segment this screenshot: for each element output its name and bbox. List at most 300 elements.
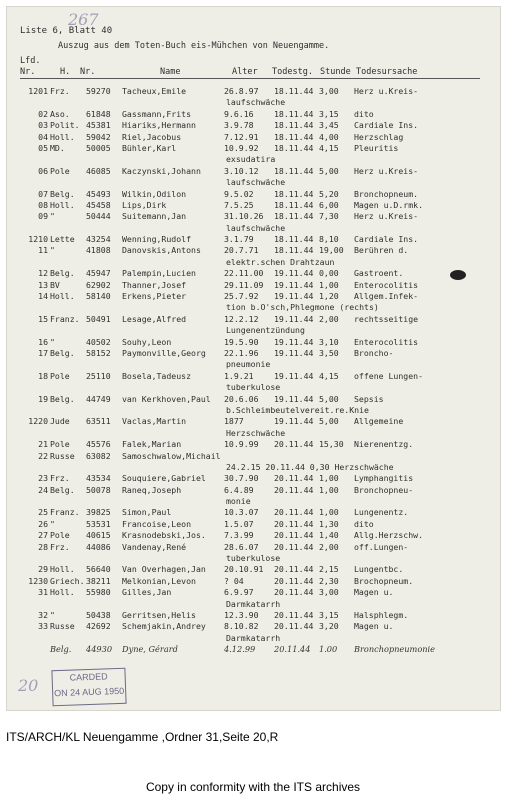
hw-prisoner-number: 44930: [86, 644, 113, 655]
row-death-date: 18.11.44: [274, 234, 314, 245]
cause-continuation: monie: [226, 496, 251, 507]
row-name: Falek,Marian: [122, 439, 182, 450]
header-hnr: Nr.: [80, 67, 96, 77]
row-death-time: 3,00: [319, 587, 339, 598]
row-death-time: 5,00: [319, 165, 339, 176]
row-birth-date: 9.5.02: [224, 188, 254, 199]
row-name: Lesage,Alfred: [122, 313, 187, 324]
row-name: Gerritsen,Helis: [122, 609, 196, 620]
row-death-date: 18.11.44: [274, 211, 314, 222]
cause-continuation: 24.2.15 20.11.44 0,30 Herzschwäche: [226, 461, 394, 472]
table-row-continuation: [6, 382, 501, 393]
row-death-time: 7,30: [319, 211, 339, 222]
row-name: Bühler,Karl: [122, 142, 177, 153]
row-cause: Enterocolitis: [354, 279, 419, 290]
row-prisoner-number: 63511: [86, 416, 111, 427]
row-prisoner-number: 53531: [86, 518, 111, 529]
row-death-date: 20.11.44: [274, 530, 314, 541]
hw-name: Dyne, Gérard: [122, 644, 178, 655]
row-lfd: 33: [38, 621, 48, 632]
row-prisoner-number: 46085: [86, 165, 111, 176]
lfd-label: Lfd.: [20, 56, 41, 66]
row-cause: dito: [354, 518, 374, 529]
row-lfd: 19: [38, 393, 48, 404]
row-nationality: BV: [50, 279, 60, 290]
row-death-date: 18.11.44: [274, 131, 314, 142]
row-birth-date: 20.7.71: [224, 245, 259, 256]
row-birth-date: 31.10.26: [224, 211, 264, 222]
row-cause: Broncho-: [354, 347, 394, 358]
row-birth-date: 30.7.90: [224, 473, 259, 484]
row-name: Erkens,Pieter: [122, 291, 187, 302]
row-nationality: Holl.: [50, 199, 75, 210]
row-death-time: 1,00: [319, 507, 339, 518]
hw-death-date: 20.11.44: [274, 644, 311, 655]
row-name: Simon,Paul: [122, 507, 172, 518]
header-nat: H.: [60, 67, 71, 77]
row-prisoner-number: 58140: [86, 291, 111, 302]
table-row: [6, 245, 501, 256]
row-prisoner-number: 59042: [86, 131, 111, 142]
row-nationality: Pole: [50, 370, 70, 381]
row-name: Krasnodebski,Jos.: [122, 530, 206, 541]
table-row: [6, 132, 501, 143]
table-row: [6, 348, 501, 359]
table-row: [6, 314, 501, 325]
cause-continuation: b.Schleimbeutelvereit.re.Knie: [226, 404, 369, 415]
row-birth-date: 3.1.79: [224, 234, 254, 245]
row-nationality: Franz.: [50, 507, 80, 518]
row-nationality: Russe: [50, 450, 75, 461]
table-row-continuation: [6, 462, 501, 473]
row-name: Souquiere,Gabriel: [122, 473, 206, 484]
row-prisoner-number: 42692: [86, 621, 111, 632]
row-nationality: Holl.: [50, 587, 75, 598]
table-row: [6, 211, 501, 222]
row-nationality: Polit.: [50, 120, 80, 131]
row-prisoner-number: 61848: [86, 108, 111, 119]
row-cause: Brochopneum.: [354, 575, 414, 586]
row-death-date: 20.11.44: [274, 484, 314, 495]
row-lfd: 28: [38, 541, 48, 552]
row-birth-date: 19.5.90: [224, 336, 259, 347]
row-death-time: 3,20: [319, 621, 339, 632]
row-nationality: Belg.: [50, 188, 75, 199]
row-death-date: 18.11.44: [274, 86, 314, 96]
row-birth-date: 7.5.25: [224, 199, 254, 210]
table-row-continuation: [6, 257, 501, 268]
row-name: Van Overhagen,Jan: [122, 564, 206, 575]
row-death-time: 1,30: [319, 518, 339, 529]
row-death-date: 19.11.44: [274, 268, 314, 279]
row-nationality: ": [50, 518, 55, 529]
row-death-time: 2,00: [319, 541, 339, 552]
row-birth-date: 12.2.12: [224, 313, 259, 324]
row-death-date: 20.11.44: [274, 541, 314, 552]
row-birth-date: 25.7.92: [224, 291, 259, 302]
row-prisoner-number: 58152: [86, 347, 111, 358]
row-name: Francoise,Leon: [122, 518, 192, 529]
row-lfd: 29: [38, 564, 48, 575]
row-death-date: 18.11.44: [274, 165, 314, 176]
row-nationality: Holl.: [50, 564, 75, 575]
row-nationality: Pole: [50, 165, 70, 176]
row-cause: Bronchopneu-: [354, 484, 414, 495]
row-death-date: 19.11.44: [274, 291, 314, 302]
row-cause: Herz u.Kreis-: [354, 165, 419, 176]
row-death-time: 3,00: [319, 86, 339, 96]
row-death-time: 6,00: [319, 199, 339, 210]
row-nationality: Jude: [50, 416, 70, 427]
row-cause: Magen u.: [354, 621, 394, 632]
row-cause: Sepsis: [354, 393, 384, 404]
row-birth-date: 10.3.07: [224, 507, 259, 518]
row-death-time: 3,10: [319, 336, 339, 347]
cause-continuation: pneumonie: [226, 359, 271, 370]
row-cause: Nierenentzg.: [354, 439, 414, 450]
row-prisoner-number: 40615: [86, 530, 111, 541]
row-death-date: 20.11.44: [274, 587, 314, 598]
table-row: [6, 86, 501, 97]
carded-stamp: [51, 668, 126, 707]
table-row: [6, 337, 501, 348]
row-death-time: 19,00: [319, 245, 344, 256]
row-cause: Cardiale Ins.: [354, 120, 419, 131]
row-lfd: 14: [38, 291, 48, 302]
row-prisoner-number: 50078: [86, 484, 111, 495]
row-nationality: ": [50, 336, 55, 347]
document-sheet: [6, 6, 501, 711]
row-lfd: 12: [38, 268, 48, 279]
row-prisoner-number: 45576: [86, 439, 111, 450]
table-row: [6, 200, 501, 211]
row-cause: Magen u.D.rmk.: [354, 199, 424, 210]
row-name: Souhy,Leon: [122, 336, 172, 347]
row-death-time: 1,00: [319, 473, 339, 484]
header-underline: [20, 78, 480, 79]
conformity-note: Copy in conformity with the ITS archives: [145, 780, 361, 794]
header-todestag: Todestg.: [272, 67, 313, 77]
row-prisoner-number: 56640: [86, 564, 111, 575]
row-nationality: ": [50, 211, 55, 222]
row-birth-date: 20.6.06: [224, 393, 259, 404]
row-name: Raneq,Joseph: [122, 484, 182, 495]
table-row: [6, 587, 501, 598]
table-row: [6, 234, 501, 245]
row-death-date: 19.11.44: [274, 336, 314, 347]
row-prisoner-number: 63082: [86, 450, 111, 461]
row-death-time: 5,00: [319, 416, 339, 427]
row-name: Wenning,Rudolf: [122, 234, 192, 245]
row-cause: Herz u.Kreis-: [354, 86, 419, 96]
row-name: Kaczynski,Johann: [122, 165, 201, 176]
cause-continuation: Lungenentzündung: [226, 325, 305, 336]
table-row: [6, 120, 501, 131]
row-death-date: 20.11.44: [274, 473, 314, 484]
row-death-date: 19.11.44: [274, 416, 314, 427]
table-row-continuation: [6, 633, 501, 644]
row-name: Danovskis,Antons: [122, 245, 201, 256]
table-row-continuation: [6, 553, 501, 564]
row-death-date: 18.11.44: [274, 120, 314, 131]
row-cause: Cardiale Ins.: [354, 234, 419, 245]
row-cause: Lungenentz.: [354, 507, 409, 518]
table-row: [6, 576, 501, 587]
row-prisoner-number: 55980: [86, 587, 111, 598]
row-nationality: ": [50, 245, 55, 256]
row-death-time: 1,00: [319, 279, 339, 290]
row-death-date: 20.11.44: [274, 609, 314, 620]
cause-continuation: tuberkulose: [226, 382, 281, 393]
row-cause: Herz u.Kreis-: [354, 211, 419, 222]
row-name: Tacheux,Emile: [122, 86, 187, 96]
row-death-time: 2,30: [319, 575, 339, 586]
table-row: [6, 291, 501, 302]
row-prisoner-number: 62902: [86, 279, 111, 290]
row-death-time: 3,50: [319, 347, 339, 358]
row-lfd: 24: [38, 484, 48, 495]
cause-continuation: Darmkatarrh: [226, 632, 281, 643]
row-name: Paymonville,Georg: [122, 347, 206, 358]
row-lfd: 22: [38, 450, 48, 461]
table-row-continuation: [6, 302, 501, 313]
row-nationality: Belg.: [50, 484, 75, 495]
cause-continuation: tion b.O'sch,Phlegmone (rechts): [226, 302, 379, 313]
table-row-continuation: [6, 223, 501, 234]
row-death-time: 15,30: [319, 439, 344, 450]
row-lfd: 17: [38, 347, 48, 358]
row-nationality: Lette: [50, 234, 75, 245]
row-name: Gassmann,Frits: [122, 108, 192, 119]
cause-continuation: laufschwäche: [226, 177, 286, 188]
row-prisoner-number: 45493: [86, 188, 111, 199]
row-prisoner-number: 41808: [86, 245, 111, 256]
row-lfd: 13: [38, 279, 48, 290]
stamp-line2: ON 24 AUG 1950: [53, 685, 125, 699]
table-row-continuation: [6, 428, 501, 439]
table-row: [6, 507, 501, 518]
row-birth-date: 8.10.82: [224, 621, 259, 632]
table-row-continuation: [6, 154, 501, 165]
row-prisoner-number: 45947: [86, 268, 111, 279]
row-lfd: 06: [38, 165, 48, 176]
folio-number: 267: [68, 10, 99, 29]
row-cause: rechtsseitige: [354, 313, 419, 324]
row-death-date: 20.11.44: [274, 575, 314, 586]
row-death-time: 3,45: [319, 120, 339, 131]
row-lfd: 08: [38, 199, 48, 210]
table-row-continuation: [6, 177, 501, 188]
row-birth-date: 20.10.91: [224, 564, 264, 575]
row-birth-date: 7.12.91: [224, 131, 259, 142]
table-header: [20, 67, 490, 78]
list-title: Liste 6, Blatt 40: [20, 26, 113, 36]
table-row: [6, 143, 501, 154]
row-death-date: 19.11.44: [274, 370, 314, 381]
row-nationality: Franz.: [50, 313, 80, 324]
row-lfd: 15: [38, 313, 48, 324]
row-death-time: 0,00: [319, 268, 339, 279]
row-cause: off.Lungen-: [354, 541, 409, 552]
row-death-date: 18.11.44: [274, 142, 314, 153]
row-death-time: 2,00: [319, 313, 339, 324]
row-prisoner-number: 38211: [86, 575, 111, 586]
row-cause: Allgemeine: [354, 416, 404, 427]
row-birth-date: 10.9.99: [224, 439, 259, 450]
row-birth-date: 6.4.89: [224, 484, 254, 495]
header-ursache: Todesursache: [356, 67, 418, 77]
table-row-continuation: [6, 599, 501, 610]
row-prisoner-number: 45381: [86, 120, 111, 131]
row-name: Lips,Dirk: [122, 199, 167, 210]
table-row-continuation: [6, 496, 501, 507]
row-name: Melkonian,Levon: [122, 575, 196, 586]
row-cause: Halsphlegm.: [354, 609, 409, 620]
row-lfd: 31: [38, 587, 48, 598]
row-birth-date: 3.9.78: [224, 120, 254, 131]
stamp-line1: CARDED: [69, 671, 108, 683]
row-lfd: 07: [38, 188, 48, 199]
row-lfd: 1220: [28, 416, 48, 427]
cause-continuation: laufschwäche: [226, 97, 286, 108]
row-lfd: 09: [38, 211, 48, 222]
death-record-table: [6, 86, 501, 658]
row-name: Vandenay,René: [122, 541, 187, 552]
row-name: Bosela,Tadeusz: [122, 370, 192, 381]
row-death-date: 18.11.44: [274, 108, 314, 119]
row-cause: Lungentbc.: [354, 564, 404, 575]
row-cause: Gastroent.: [354, 268, 404, 279]
row-death-time: 3,15: [319, 108, 339, 119]
row-lfd: 32: [38, 609, 48, 620]
row-death-date: 20.11.44: [274, 518, 314, 529]
row-nationality: Belg.: [50, 268, 75, 279]
row-name: van Kerkhoven,Paul: [122, 393, 211, 404]
table-row: [6, 451, 501, 462]
row-birth-date: 22.1.96: [224, 347, 259, 358]
table-row: [6, 610, 501, 621]
table-row: [6, 473, 501, 484]
row-nationality: ": [50, 609, 55, 620]
row-nationality: Griech.: [50, 575, 85, 586]
row-name: Schemjakin,Andrey: [122, 621, 206, 632]
row-cause: Enterocolitis: [354, 336, 419, 347]
row-birth-date: 1877: [224, 416, 244, 427]
row-death-time: 1,20: [319, 291, 339, 302]
row-prisoner-number: 50005: [86, 142, 111, 153]
row-name: Hiariks,Hermann: [122, 120, 196, 131]
cause-continuation: laufschwäche: [226, 222, 286, 233]
row-birth-date: 1.9.21: [224, 370, 254, 381]
row-death-date: 20.11.44: [274, 439, 314, 450]
row-nationality: Frz.: [50, 473, 70, 484]
row-death-date: 18.11.44: [274, 245, 314, 256]
row-cause: Lymphangitis: [354, 473, 414, 484]
row-prisoner-number: 59270: [86, 86, 111, 96]
row-birth-date: 29.11.09: [224, 279, 264, 290]
row-death-date: 20.11.44: [274, 507, 314, 518]
row-prisoner-number: 50491: [86, 313, 111, 324]
row-death-date: 19.11.44: [274, 347, 314, 358]
row-name: Thanner,Josef: [122, 279, 187, 290]
row-birth-date: 28.6.07: [224, 541, 259, 552]
row-lfd: 1201: [28, 86, 48, 96]
row-prisoner-number: 50444: [86, 211, 111, 222]
table-row: [6, 268, 501, 279]
row-death-date: 19.11.44: [274, 393, 314, 404]
cause-continuation: elektr.schen Drahtzaun: [226, 256, 335, 267]
row-prisoner-number: 45458: [86, 199, 111, 210]
row-cause: Berühren d.: [354, 245, 409, 256]
row-lfd: 16: [38, 336, 48, 347]
row-lfd: 26: [38, 518, 48, 529]
row-death-time: 4,15: [319, 370, 339, 381]
row-lfd: 05: [38, 142, 48, 153]
table-row: [6, 564, 501, 575]
header-stunde: Stunde: [320, 67, 351, 77]
row-nationality: Frz.: [50, 86, 70, 96]
row-birth-date: ? 04: [224, 575, 244, 586]
row-nationality: Pole: [50, 530, 70, 541]
row-birth-date: 12.3.90: [224, 609, 259, 620]
row-cause: Pleuritis: [354, 142, 399, 153]
table-row: [6, 485, 501, 496]
row-name: Riel,Jacobus: [122, 131, 182, 142]
archive-reference: ITS/ARCH/KL Neuengamme ,Ordner 31,Seite 20,R: [6, 730, 279, 744]
row-lfd: 1210: [28, 234, 48, 245]
handwritten-entry: [6, 644, 501, 658]
row-death-time: 1,00: [319, 484, 339, 495]
row-birth-date: 3.10.12: [224, 165, 259, 176]
row-name: Gilles,Jan: [122, 587, 172, 598]
row-birth-date: 1.5.07: [224, 518, 254, 529]
row-name: Samoschwalow,Michail: [122, 450, 221, 461]
row-prisoner-number: 25110: [86, 370, 111, 381]
row-lfd: 03: [38, 120, 48, 131]
row-cause: Magen u.: [354, 587, 394, 598]
row-lfd: 25: [38, 507, 48, 518]
ink-blot: [450, 270, 466, 280]
row-death-time: 3,15: [319, 609, 339, 620]
table-row: [6, 542, 501, 553]
row-lfd: 02: [38, 108, 48, 119]
hw-birth-date: 4.12.99: [224, 644, 256, 655]
row-lfd: 21: [38, 439, 48, 450]
row-death-date: 18.11.44: [274, 188, 314, 199]
table-row: [6, 371, 501, 382]
row-lfd: 23: [38, 473, 48, 484]
row-birth-date: 6.9.97: [224, 587, 254, 598]
header-nr: Nr.: [20, 67, 36, 77]
row-death-time: 5,00: [319, 393, 339, 404]
row-prisoner-number: 50438: [86, 609, 111, 620]
row-lfd: 18: [38, 370, 48, 381]
row-cause: Herzschlag: [354, 131, 404, 142]
row-nationality: Russe: [50, 621, 75, 632]
row-birth-date: 22.11.00: [224, 268, 264, 279]
row-cause: Allgem.Infek-: [354, 291, 419, 302]
cause-continuation: Herzschwäche: [226, 427, 286, 438]
row-lfd: 1230: [28, 575, 48, 586]
row-nationality: Pole: [50, 439, 70, 450]
row-prisoner-number: 39825: [86, 507, 111, 518]
row-birth-date: 7.3.99: [224, 530, 254, 541]
row-name: Wilkin,Odilon: [122, 188, 187, 199]
row-death-time: 4,00: [319, 131, 339, 142]
row-death-date: 20.11.44: [274, 564, 314, 575]
table-row: [6, 439, 501, 450]
table-row: [6, 519, 501, 530]
